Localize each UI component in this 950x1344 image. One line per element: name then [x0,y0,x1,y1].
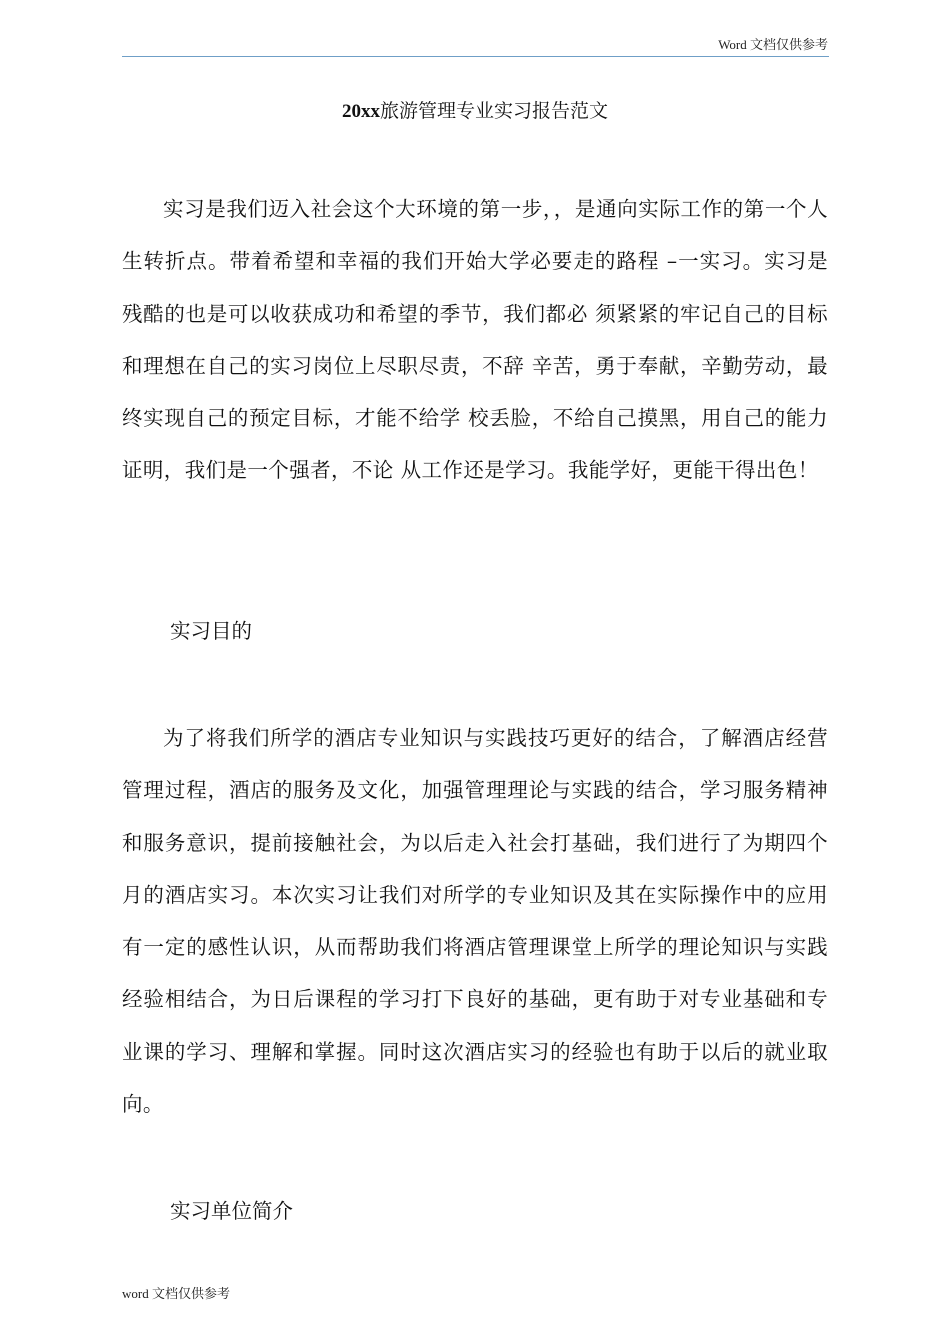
title-year: 20xx [341,101,380,122]
header-divider [122,56,829,57]
document-title [0,96,950,123]
title-text: 旅游管理专业实习报告范文 [379,100,608,122]
intro-paragraph: 实习是我们迈入社会这个大环境的第一步，，是通向实际工作的第一个人生转折点。带着希望和幸福的我们开始大学必要走的路程 –一实习。实习是残酷的也是可以收获成功和希望的季节，我们都必 须紧紧的牢记自己的目标和理想在自己的实习岗位上尽职尽责，不辞 辛苦，勇于奉献，辛勤劳动，最终实现自己的预定目标，才能不给学 校丢脸，不给自己摸黑，用自己的能力证明，我们是一个强者，不论 从工作还是学习。我能学好，更能干得出色！ [122,197,828,483]
section-heading-purpose: 实习目的 [170,619,252,643]
page-footer-text: word 文档仅供参考 [122,1286,230,1301]
section-heading-unit: 实习单位简介 [170,1199,293,1223]
page-header-text: Word 文档仅供参考 [718,37,828,52]
purpose-paragraph: 为了将我们所学的酒店专业知识与实践技巧更好的结合，了解酒店经营管理过程，酒店的服务及文化，加强管理理论与实践的结合，学习服务精神和服务意识，提前接触社会，为以后走入社会打基础，我们进行了为期四个月的酒店实习。本次实习让我们对所学的专业知识及其在实际操作中的应用有一定的感性认识，从而帮助我们将酒店管理课堂上所学的理论知识与实践经验相结合，为日后课程的学习打下良好的基础，更有助于对专业基础和专业课的学习、理解和掌握。同时这次酒店实习的经验也有助于以后的就业取向。 [122,726,828,1117]
